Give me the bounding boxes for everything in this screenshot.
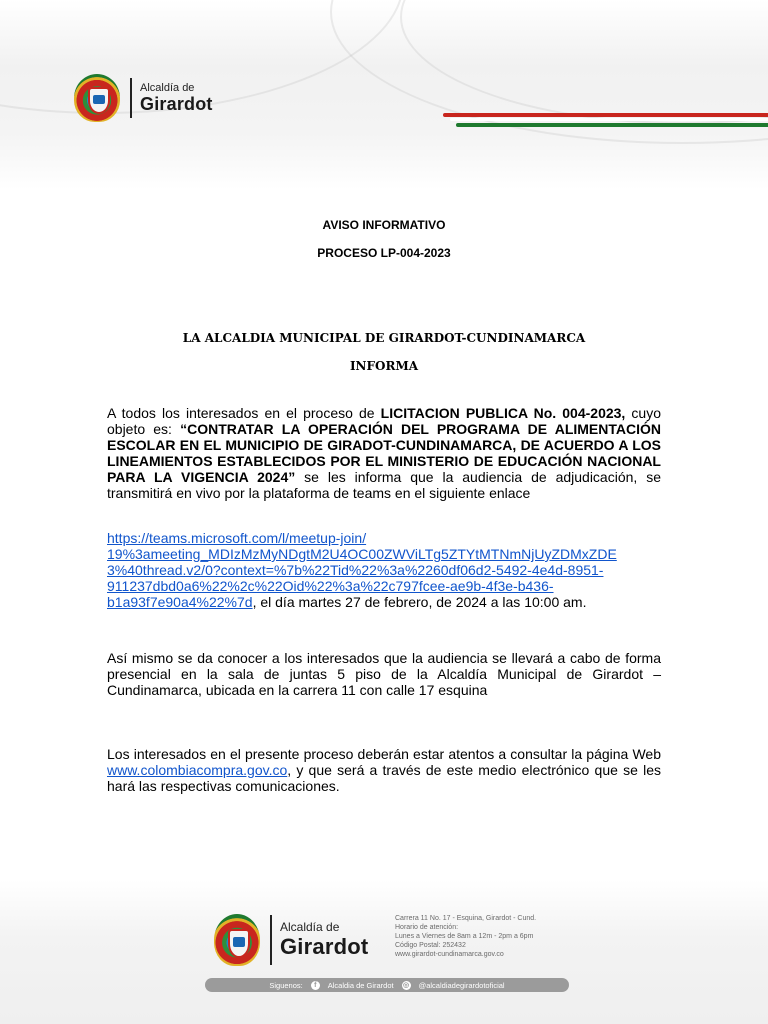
colombiacompra-link[interactable]: www.colombiacompra.gov.co: [107, 762, 288, 778]
instagram-icon: ◎: [403, 981, 410, 989]
instagram-handle[interactable]: @alcaldiadegirardotoficial: [418, 980, 505, 990]
footer-banner: [0, 880, 768, 1024]
meeting-date-text: , el día martes 27 de febrero, de 2024 a las 10:00 am.: [252, 594, 587, 610]
social-bar: [205, 978, 569, 992]
logo-divider: [270, 915, 272, 965]
website-before-text: Los interesados en el presente proceso deberán estar atentos a consultar la página Web: [107, 746, 661, 762]
paragraph-location: [107, 650, 661, 698]
facebook-handle[interactable]: Alcaldia de Girardot: [327, 980, 394, 990]
contract-object: “CONTRATAR LA OPERACIÓN DEL PROGRAMA DE ALIMENTACIÓN ESCOLAR EN EL MUNICIPIO DE GIRADOT-CUNDINAMARCA, DE ACUERDO A LOS LINEAMIENTOS ESTABLECIDOS POR EL MINISTERIO DE EDUCACIÓN NACIONAL PARA LA VIGENCIA 2024”: [107, 421, 661, 485]
object-intro-text: cuyo objeto es:: [107, 405, 661, 437]
intro-ending-text: se les informa que la audiencia de adjudicación, se transmitirá en vivo por la plataforma de teams en el siguiente enlace: [107, 469, 661, 501]
footer-contact-info: [395, 914, 536, 959]
informs-heading: INFORMA: [349, 359, 419, 373]
process-number: PROCESO LP-004-2023: [317, 246, 451, 260]
process-name: LICITACION PUBLICA No. 004-2023,: [380, 405, 626, 421]
footer-hours-label: Horario de atención:: [395, 924, 459, 931]
location-text: Así mismo se da conocer a los interesados que la audiencia se llevará a cabo de forma presencial en la sala de juntas 5 piso de la Alcaldía Municipal de Girardot – Cundinamarca, ubicada en la carrera 11 con calle 17 esquina: [107, 650, 661, 698]
intro-text: A todos los interesados en el proceso de: [107, 405, 381, 421]
footer-address: Carrera 11 No. 17 - Esquina, Girardot - Cund.: [395, 915, 537, 922]
meeting-link-paragraph: [107, 530, 661, 610]
paragraph-intro: [107, 405, 661, 501]
footer-hours: Lunes a Viernes de 8am a 12m - 2pm a 6pm: [395, 933, 534, 940]
brand-small-text: Alcaldía de: [140, 81, 195, 94]
website-after-text: , y que será a través de este medio electrónico que se les hará las respectivas comunicaciones.: [107, 762, 661, 794]
paragraph-website: [107, 746, 661, 794]
flag-stripes: [443, 112, 768, 132]
footer-website[interactable]: www.girardot-cundinamarca.gov.co: [395, 951, 504, 958]
footer-brand-name: Girardot: [280, 934, 369, 959]
logo-divider: [130, 78, 132, 118]
coat-of-arms-icon: [74, 74, 120, 122]
coat-of-arms-icon: [214, 914, 260, 966]
header-logo: [74, 74, 213, 122]
facebook-icon: f: [311, 981, 320, 990]
notice-title: AVISO INFORMATIVO: [322, 218, 446, 232]
footer-postal: Código Postal: 252432: [395, 942, 466, 949]
brand-name: Girardot: [140, 93, 213, 114]
footer-brand-small-text: Alcaldía de: [280, 920, 340, 934]
footer-logo: [214, 914, 368, 966]
follow-label: Siguenos:: [269, 980, 303, 990]
teams-meeting-link[interactable]: https://teams.microsoft.com/l/meetup-join/ 19%3ameeting_MDIzMzMyNDgtM2U4OC00ZWViLTg5ZTYtMTNmNjUyZDMxZDE 3%40thread.v2/0?context=%7b%22Tid%22%3a%2260df06d2-5492-4e4d-8951- 911237dbd0a6%22%2c%22Oid%22%3a%22c797fcee-ae9b-4f3e-b436- b1a93f7e90a4%22%7d: [107, 530, 617, 610]
entity-heading: LA ALCALDIA MUNICIPAL DE GIRARDOT-CUNDINAMARCA: [182, 331, 586, 345]
